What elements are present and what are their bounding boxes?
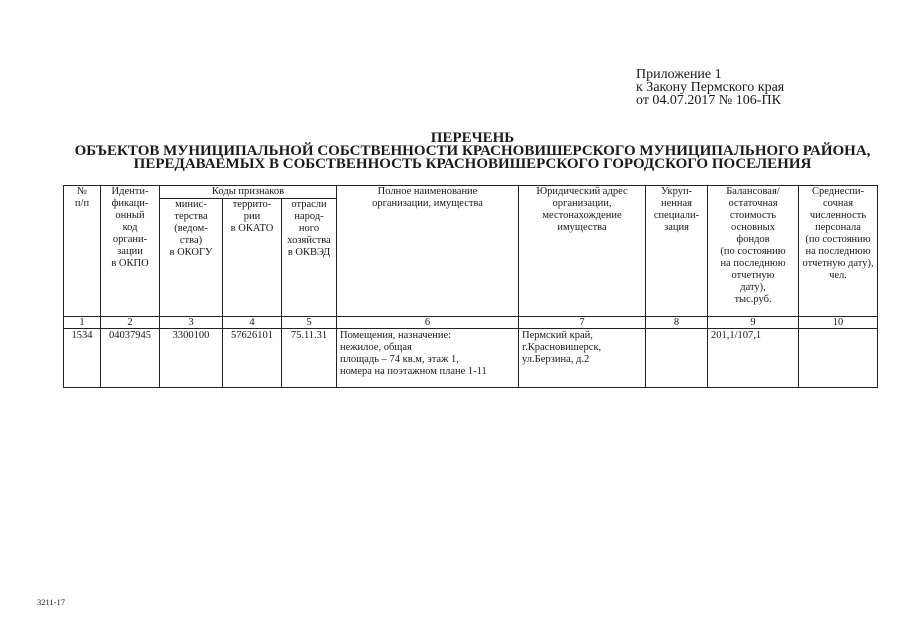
column-number: 3 [160,317,223,329]
title-line: ОБЪЕКТОВ МУНИЦИПАЛЬНОЙ СОБСТВЕННОСТИ КРАСНОВИШЕРСКОГО МУНИЦИПАЛЬНОГО РАЙОНА, [74,143,871,159]
objects-table [63,185,878,388]
title-line: ПЕРЕДАВАЕМЫХ В СОБСТВЕННОСТЬ КРАСНОВИШЕРСКОГО ГОРОДСКОГО ПОСЕЛЕНИЯ [133,156,812,172]
header-cell-name: Полное наименование организации, имущества [337,186,519,317]
column-number: 2 [101,317,160,329]
row-number: 1534 [64,329,101,388]
column-number: 6 [337,317,519,329]
row-staff-count [799,329,878,388]
column-number: 9 [708,317,799,329]
document-code: 3211-17 [37,597,66,607]
column-number: 5 [282,317,337,329]
row-okved-code: 75.11.31 [282,329,337,388]
table-header-row [64,186,878,199]
document-title [20,132,905,171]
column-number: 10 [799,317,878,329]
row-okato-code: 57626101 [223,329,282,388]
row-balance-value: 201,1/107,1 [708,329,799,388]
column-number: 8 [646,317,708,329]
column-number: 4 [223,317,282,329]
header-cell-number: № п/п [64,186,101,317]
appendix-line: к Закону Пермского края [636,80,785,95]
row-object-address: Пермский край, г.Красновишерск, ул.Берзина, д.2 [519,329,646,388]
header-cell-staff: Среднеспи- сочная численность персонала (по состоянию на последнюю отчетную дату), чел. [799,186,878,317]
appendix-line: от 04.07.2017 № 106-ПК [636,93,781,108]
header-cell-okpo: Иденти- фикаци- онный код органи- зации в ОКПО [101,186,160,317]
table-row [64,329,878,388]
header-cell-specialization: Укруп- ненная специали- зация [646,186,708,317]
row-specialization [646,329,708,388]
column-number-row [64,317,878,329]
appendix-note [636,68,784,107]
row-object-name: Помещения, назначение: нежилое, общая площадь – 74 кв.м, этаж 1, номера на поэтажном плане 1-11 [337,329,519,388]
row-okogu-code: 3300100 [160,329,223,388]
appendix-line: Приложение 1 [636,67,722,82]
row-okpo-code: 04037945 [101,329,160,388]
title-line: ПЕРЕЧЕНЬ [430,130,515,146]
header-cell-okved: отрасли народ- ного хозяйства в ОКВЭД [282,199,337,317]
header-cell-balance: Балансовая/ остаточная стоимость основных фондов (по состоянию на последнюю отчетную дату), тыс.руб. [708,186,799,317]
header-cell-codes-group: Коды признаков [160,186,337,199]
header-cell-address: Юридический адрес организации, местонахождение имущества [519,186,646,317]
header-cell-okogu: минис- терства (ведом- ства) в ОКОГУ [160,199,223,317]
column-number: 7 [519,317,646,329]
column-number: 1 [64,317,101,329]
header-cell-okato: террито- рии в ОКАТО [223,199,282,317]
